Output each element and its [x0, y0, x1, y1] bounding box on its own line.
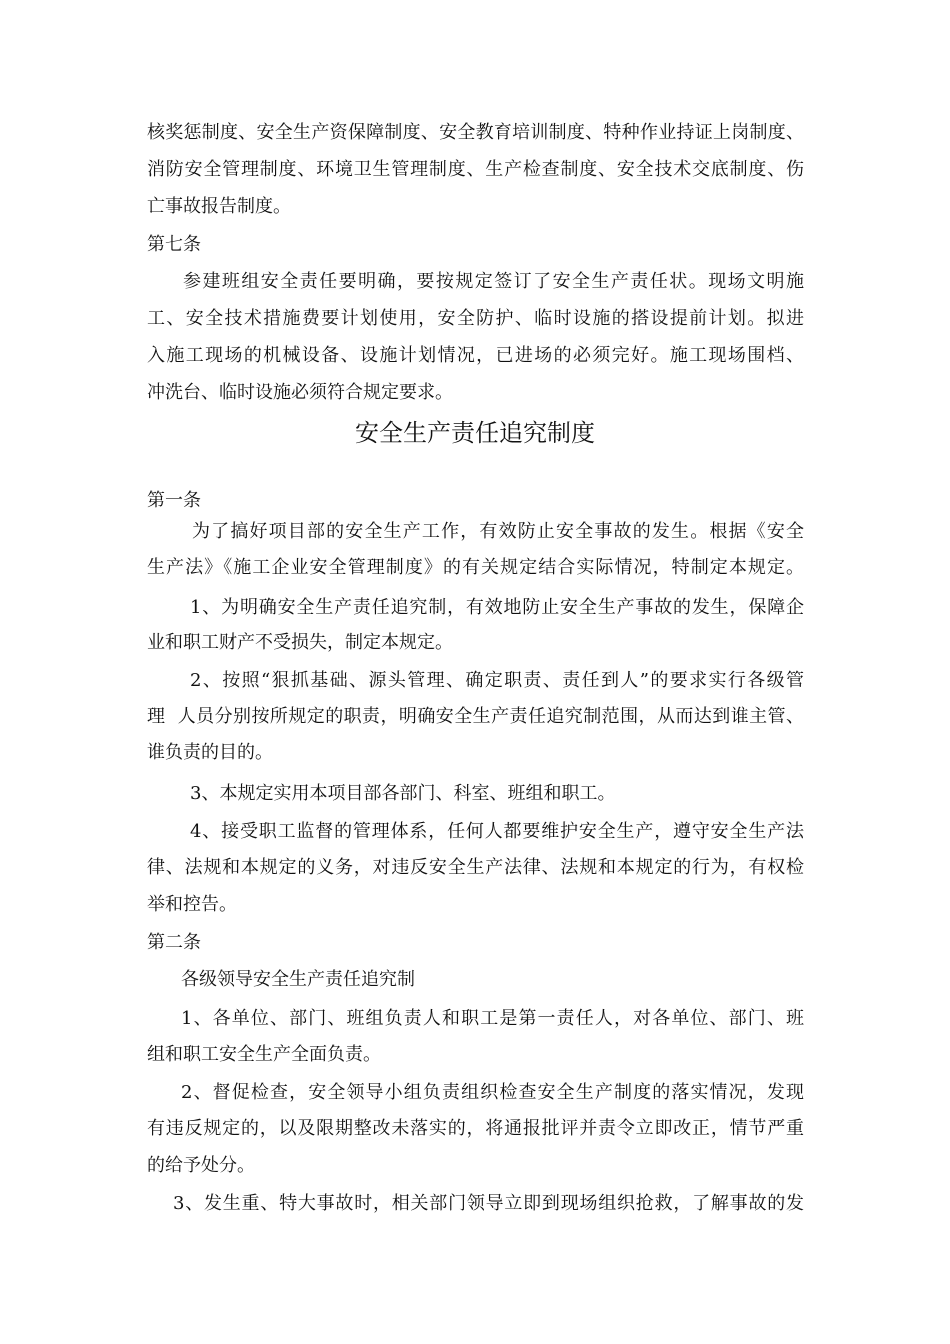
text-line: 理 人员分别按所规定的职责，明确安全生产责任追究制范围，从而达到谁主管、	[147, 706, 804, 727]
text-line: 的给予处分。	[147, 1155, 255, 1176]
text-line: 1、为明确安全生产责任追究制，有效地防止安全生产事故的发生，保障企	[190, 597, 804, 618]
text-line: 核奖惩制度、安全生产资保障制度、安全教育培训制度、特种作业持证上岗制度、	[147, 122, 804, 143]
text-line: 入施工现场的机械设备、设施计划情况，已进场的必须完好。施工现场围档、	[147, 345, 804, 366]
text-line: 谁负责的目的。	[147, 742, 273, 763]
text-line: 冲洗台、临时设施必须符合规定要求。	[147, 382, 453, 403]
text-line: 2、按照“狠抓基础、源头管理、确定职责、责任到人”的要求实行各级管	[190, 670, 804, 691]
text-line: 组和职工安全生产全面负责。	[147, 1044, 381, 1065]
text-line: 工、安全技术措施费要计划使用，安全防护、临时设施的搭设提前计划。拟进	[147, 308, 804, 329]
text-line: 4、接受职工监督的管理体系，任何人都要维护安全生产，遵守安全生产法	[190, 821, 804, 842]
text-line: 1、各单位、部门、班组负责人和职工是第一责任人，对各单位、部门、班	[181, 1008, 804, 1029]
text-line: 业和职工财产不受损失，制定本规定。	[147, 632, 453, 653]
section-title: 安全生产责任追究制度	[355, 419, 595, 447]
text-line: 3、发生重、特大事故时，相关部门领导立即到现场组织抢救，了解事故的发	[173, 1193, 804, 1214]
article-subheading: 各级领导安全生产责任追究制	[181, 969, 415, 990]
text-line: 举和控告。	[147, 894, 237, 915]
article-heading: 第一条	[147, 490, 201, 511]
text-line: 有违反规定的，以及限期整改未落实的，将通报批评并责令立即改正，情节严重	[147, 1118, 804, 1139]
text-line: 消防安全管理制度、环境卫生管理制度、生产检查制度、安全技术交底制度、伤	[147, 159, 804, 180]
article-heading: 第七条	[147, 234, 201, 255]
text-line: 参建班组安全责任要明确，要按规定签订了安全生产责任状。现场文明施	[183, 271, 804, 292]
text-line: 生产法》《施工企业安全管理制度》的有关规定结合实际情况，特制定本规定。	[147, 557, 804, 578]
text-line: 律、法规和本规定的义务，对违反安全生产法律、法规和本规定的行为，有权检	[147, 857, 804, 878]
text-line: 3、本规定实用本项目部各部门、科室、班组和职工。	[190, 783, 616, 804]
text-line: 为了搞好项目部的安全生产工作，有效防止安全事故的发生。根据《安全	[192, 521, 804, 542]
text-line: 亡事故报告制度。	[147, 196, 291, 217]
text-line: 2、督促检查，安全领导小组负责组织检查安全生产制度的落实情况，发现	[181, 1082, 804, 1103]
article-heading: 第二条	[147, 932, 201, 953]
